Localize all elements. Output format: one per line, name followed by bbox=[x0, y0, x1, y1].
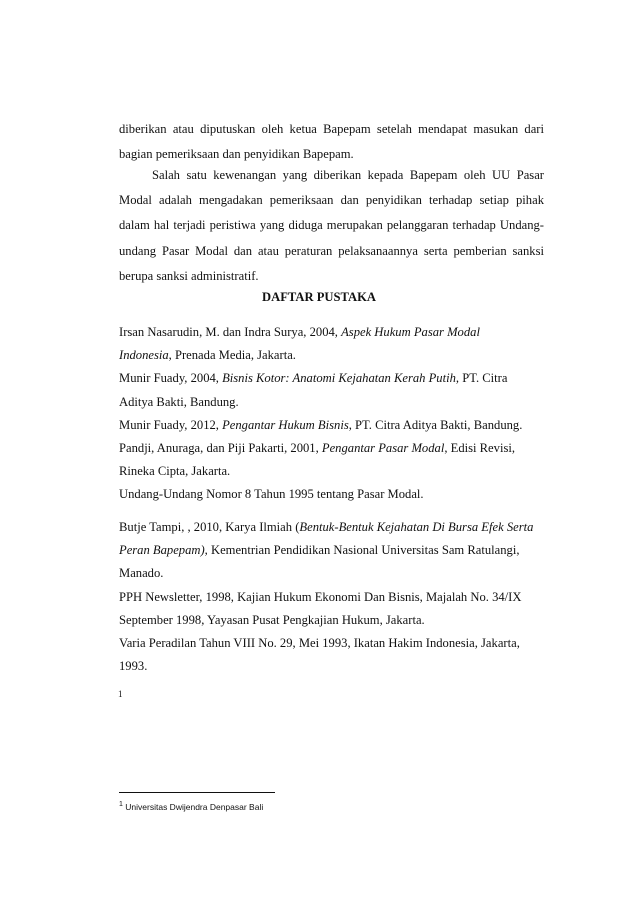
footnote-divider bbox=[119, 792, 275, 793]
reference-line bbox=[119, 483, 559, 506]
reference-line bbox=[119, 539, 559, 562]
reference-list-2 bbox=[119, 516, 559, 678]
reference-title: Peran Bapepam), bbox=[119, 543, 208, 558]
footnote-marker: 1 bbox=[118, 689, 123, 699]
reference-line bbox=[119, 391, 559, 414]
reference-text: Rineka Cipta, Jakarta. bbox=[119, 464, 231, 479]
reference-text: , Edisi Revisi, bbox=[444, 441, 515, 456]
reference-text: Munir Fuady, 2004, bbox=[119, 371, 223, 386]
reference-line bbox=[119, 344, 559, 367]
reference-text: Varia Peradilan Tahun VIII No. 29, Mei 1993, Ikatan Hakim Indonesia, Jakarta, bbox=[119, 636, 520, 651]
reference-text: Kementrian Pendidikan Nasional Universitas Sam Ratulangi, bbox=[207, 543, 520, 558]
reference-text: Irsan Nasarudin, M. dan Indra Surya, 2004, bbox=[119, 325, 342, 339]
reference-text: 1993. bbox=[119, 659, 148, 674]
reference-title: Pengantar Hukum Bisnis bbox=[222, 417, 349, 432]
reference-text: Manado. bbox=[119, 566, 164, 581]
reference-title: Aspek Hukum Pasar Modal bbox=[341, 325, 480, 339]
reference-text: PPH Newsletter, 1998, Kajian Hukum Ekonomi Dan Bisnis, Majalah No. 34/IX bbox=[119, 589, 522, 604]
footnote-text: Universitas Dwijendra Denpasar Bali bbox=[125, 801, 264, 812]
reference-line bbox=[119, 586, 559, 609]
body-paragraph-1: diberikan atau diputuskan oleh ketua Bapepam setelah mendapat masukan dari bagian pemeriksaan dan penyidikan Bapepam. bbox=[119, 122, 544, 162]
reference-title: Bentuk-Bentuk Kejahatan Di Bursa Efek Serta bbox=[299, 520, 534, 534]
reference-text: PT. Citra bbox=[459, 371, 508, 386]
reference-line bbox=[119, 609, 559, 632]
reference-line bbox=[119, 321, 559, 344]
reference-line bbox=[119, 414, 559, 437]
section-heading: DAFTAR PUSTAKA bbox=[262, 290, 376, 304]
reference-line bbox=[119, 460, 559, 483]
reference-text: Aditya Bakti, Bandung. bbox=[119, 394, 239, 409]
reference-line bbox=[119, 437, 559, 460]
reference-line bbox=[119, 632, 559, 655]
reference-text: Pandji, Anuraga, dan Piji Pakarti, 2001, bbox=[119, 441, 322, 456]
reference-text: Undang-Undang Nomor 8 Tahun 1995 tentang Pasar Modal. bbox=[119, 487, 424, 502]
footnote-number: 1 bbox=[119, 801, 123, 808]
reference-line bbox=[119, 562, 559, 585]
reference-text: Munir Fuady, 2012, bbox=[119, 417, 223, 432]
body-paragraph-2: Salah satu kewenangan yang diberikan kepada Bapepam oleh UU Pasar Modal adalah mengadakan pemeriksaan dan penyidikan terhadap setiap pihak dalam hal terjadi peristiwa yang diduga merupakan pelanggaran terhadap Undang-undang Pasar Modal dan atau peraturan pelaksanaannya serta pemberian sanksi berupa sanksi administratif. bbox=[119, 168, 544, 283]
reference-line bbox=[119, 367, 559, 390]
reference-text: September 1998, Yayasan Pusat Pengkajian Hukum, Jakarta. bbox=[119, 612, 425, 627]
reference-title: Bisnis Kotor: Anatomi Kejahatan Kerah Putih, bbox=[222, 371, 460, 386]
reference-text: , PT. Citra Aditya Bakti, Bandung. bbox=[348, 417, 523, 432]
reference-title: Pengantar Pasar Modal bbox=[321, 441, 445, 456]
reference-line bbox=[119, 516, 559, 539]
reference-title: Indonesia bbox=[119, 348, 169, 363]
reference-list-1 bbox=[119, 321, 559, 507]
reference-line bbox=[119, 655, 559, 678]
reference-text: Butje Tampi, , 2010, Karya Ilmiah ( bbox=[119, 520, 300, 534]
reference-text: , Prenada Media, Jakarta. bbox=[168, 348, 296, 363]
footnote bbox=[119, 801, 263, 812]
